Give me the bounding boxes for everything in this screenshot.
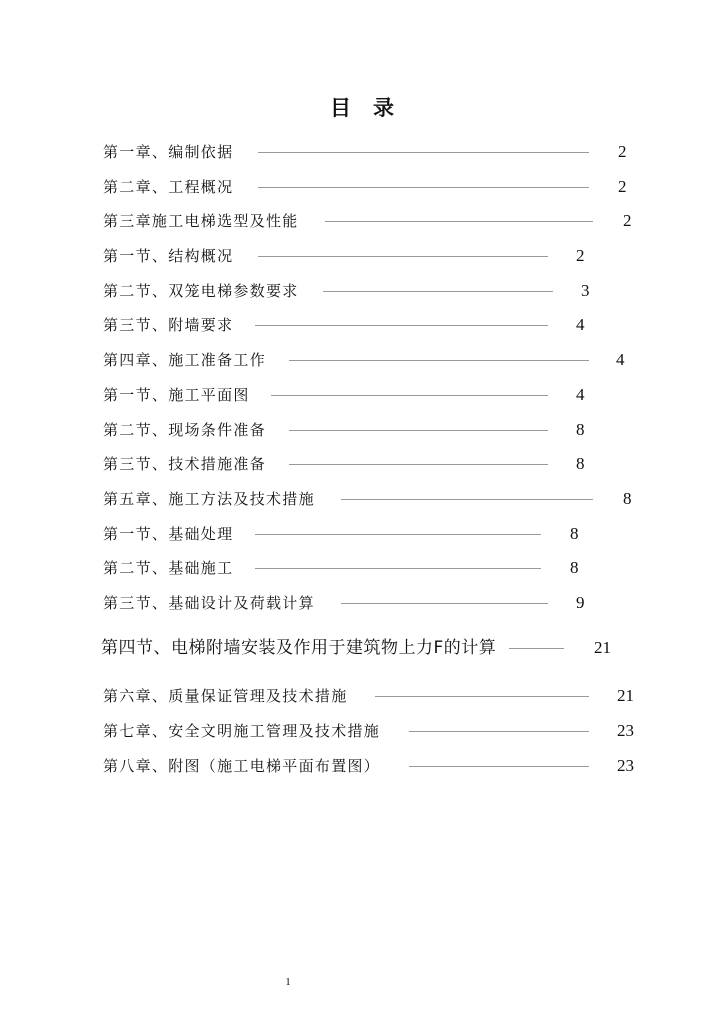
toc-entry-label: 第四章、施工准备工作: [103, 351, 267, 369]
toc-entry-label: 第六章、质量保证管理及技术措施: [103, 687, 348, 705]
toc-entry-label: 第三章施工电梯选型及性能: [103, 212, 299, 230]
toc-entry-page: 8: [623, 489, 632, 508]
toc-entry-label: 第三节、附墙要求: [103, 316, 234, 334]
toc-entry-page: 2: [576, 246, 585, 265]
toc-leader: [255, 568, 541, 569]
toc-entry-page: 23: [617, 721, 634, 740]
toc-entry: [103, 244, 593, 268]
toc-entry: [103, 348, 635, 372]
toc-leader: [409, 731, 589, 732]
toc-leader: [341, 603, 548, 604]
toc-leader: [341, 499, 593, 500]
toc-entry-page: 2: [618, 142, 627, 161]
toc-leader: [323, 291, 553, 292]
toc-leader: [375, 696, 589, 697]
toc-entry-label: 第二节、双笼电梯参数要求: [103, 282, 299, 300]
toc-entry: [103, 279, 593, 303]
toc-entry-page: 4: [576, 315, 585, 334]
toc-leader: [509, 648, 564, 649]
toc-leader: [289, 464, 548, 465]
toc-entry: [103, 140, 635, 164]
toc-entry-label: 第二章、工程概况: [103, 178, 234, 196]
toc-entry: [103, 754, 643, 778]
toc-entry-page: 21: [594, 638, 611, 657]
toc-entry-page: 8: [570, 558, 579, 577]
toc-entry-page: 9: [576, 593, 585, 612]
toc-entry: [103, 684, 643, 708]
toc-entry-page: 4: [576, 385, 585, 404]
toc-entry: [103, 209, 635, 233]
toc-entry-page: 2: [623, 211, 632, 230]
toc-leader: [255, 534, 541, 535]
toc-leader: [409, 766, 589, 767]
toc-entry-label: 第一节、结构概况: [103, 247, 234, 265]
toc-entry-label: 第二节、基础施工: [103, 559, 234, 577]
toc-entry: [103, 556, 593, 580]
toc-leader: [255, 325, 548, 326]
toc-entry-page: 21: [617, 686, 634, 705]
toc-entry: [103, 719, 643, 743]
toc-entry-label: 第三节、基础设计及荷载计算: [103, 594, 315, 612]
page-number: 1: [285, 976, 291, 988]
toc-leader: [289, 430, 548, 431]
toc-leader: [258, 152, 589, 153]
toc-entry-page: 8: [576, 420, 585, 439]
toc-entry-label: 第二节、现场条件准备: [103, 421, 267, 439]
toc-entry: [103, 487, 635, 511]
toc-entry-label: 第三节、技术措施准备: [103, 455, 267, 473]
toc-entry-label: 第四节、电梯附墙安装及作用于建筑物上力F的计算: [101, 638, 497, 658]
toc-entry: [103, 418, 593, 442]
toc-entry-page: 4: [616, 350, 625, 369]
toc-entry: [103, 175, 635, 199]
toc-entry: [103, 383, 593, 407]
toc-entry-label: 第五章、施工方法及技术措施: [103, 490, 315, 508]
toc-entry: [103, 522, 593, 546]
toc-entry-label: 第一章、编制依据: [103, 143, 234, 161]
toc-leader: [258, 256, 548, 257]
toc-entry-page: 2: [618, 177, 627, 196]
toc-entry-label: 第一节、施工平面图: [103, 386, 250, 404]
toc-leader: [289, 360, 589, 361]
toc-entry-label: 第七章、安全文明施工管理及技术措施: [103, 722, 381, 740]
toc-title: 目录: [330, 96, 416, 120]
toc-leader: [258, 187, 589, 188]
toc-entry: [101, 636, 621, 660]
toc-entry-label: 第一节、基础处理: [103, 525, 234, 543]
toc-leader: [325, 221, 593, 222]
toc-entry-page: 3: [581, 281, 590, 300]
toc-entry: [103, 591, 593, 615]
toc-entry-label: 第八章、附图（施工电梯平面布置图）: [103, 757, 381, 775]
toc-entry: [103, 313, 593, 337]
toc-leader: [271, 395, 548, 396]
toc-entry-page: 23: [617, 756, 634, 775]
toc-entry-page: 8: [576, 454, 585, 473]
toc-entry-page: 8: [570, 524, 579, 543]
toc-entry: [103, 452, 593, 476]
